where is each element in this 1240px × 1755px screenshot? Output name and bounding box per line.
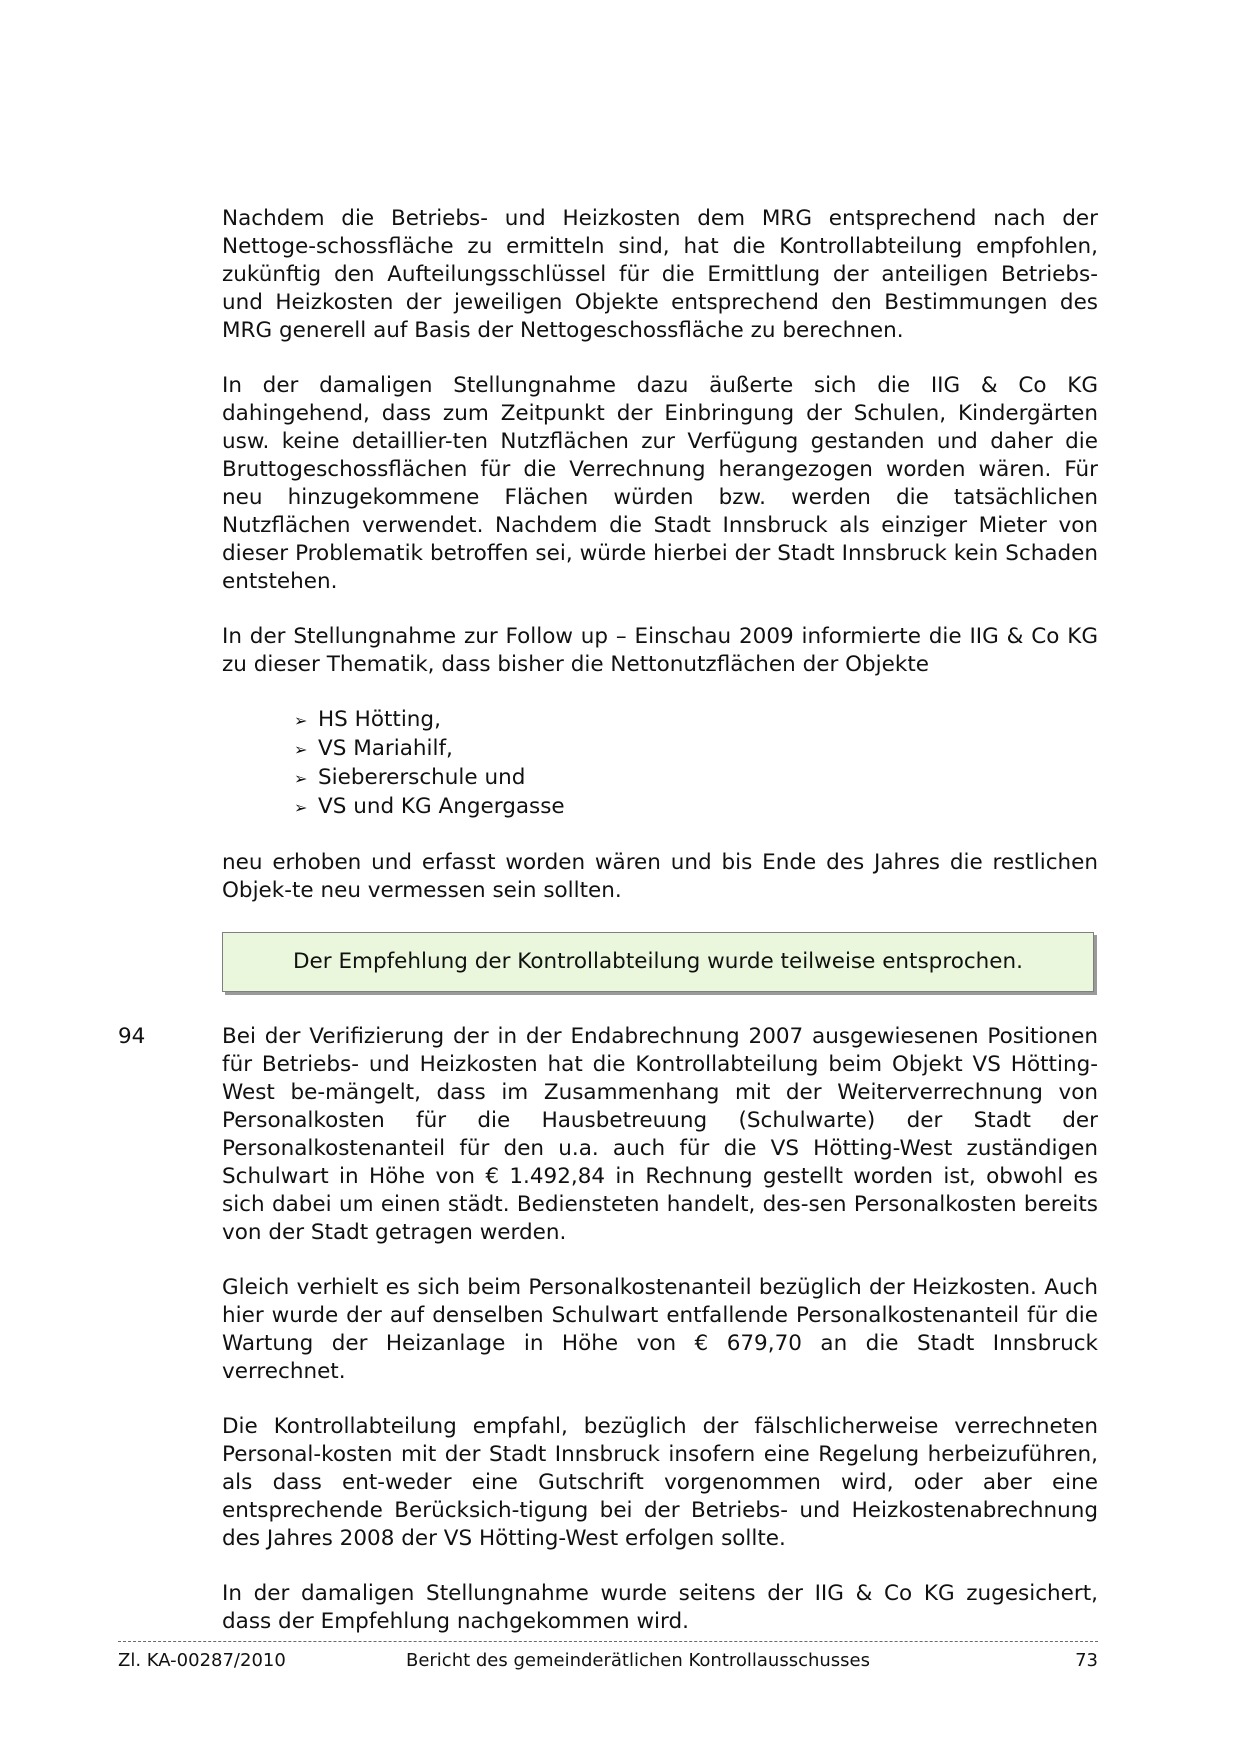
list-item: ➢ VS Mariahilf, [294, 735, 1098, 764]
paragraph-after-list: neu erhoben und erfasst worden wären und bis Ende des Jahres die restlichen Objek-te neu vermessen sein sollten. [222, 850, 1098, 903]
arrow-bullet-icon: ➢ [294, 740, 308, 759]
section-body [222, 1023, 1098, 1663]
arrow-bullet-icon: ➢ [294, 711, 308, 730]
page-number: 73 [1075, 1650, 1098, 1671]
arrow-bullet-icon: ➢ [294, 798, 308, 817]
list-item: ➢ Siebererschule und [294, 764, 1098, 793]
footer-title: Bericht des gemeinderätlichen Kontrollausschusses [405, 1650, 871, 1671]
arrow-bullet-icon: ➢ [294, 769, 308, 788]
list-item: ➢ VS und KG Angergasse [294, 793, 1098, 822]
object-list [222, 706, 1098, 822]
section-number: 94 [118, 1024, 146, 1049]
section-paragraph-3: Die Kontrollabteilung empfahl, bezüglich der fälschlicherweise verrechneten Personal-kosten mit der Stadt Innsbruck insofern eine Regelung herbeizuführen, als dass ent-weder eine Gutschrift vorgenommen wird, oder aber eine entsprechende Berücksich-tigung bei der Betriebs- und Heizkostenabrechnung des Jahres 2008 der VS Hötting-West erfolgen sollte. [222, 1414, 1098, 1551]
section-paragraph-4: In der damaligen Stellungnahme wurde seitens der IIG & Co KG zugesichert, dass der Empfehlung nachgekommen wird. [222, 1581, 1098, 1634]
section-paragraph-2: Gleich verhielt es sich beim Personalkostenanteil bezüglich der Heizkosten. Auch hier wurde der auf denselben Schulwart entfallende Personalkostenanteil für die Wartung der Heizanlage in Höhe von € 679,70 an die Stadt Innsbruck verrechnet. [222, 1275, 1098, 1384]
footer-reference: Zl. KA-00287/2010 [118, 1650, 286, 1671]
list-item: ➢ HS Hötting, [294, 706, 1098, 735]
upper-content [222, 205, 1098, 992]
footer [118, 1649, 1098, 1673]
paragraph-2: In der damaligen Stellungnahme dazu äußerte sich die IIG & Co KG dahingehend, dass zum Zeitpunkt der Einbringung der Schulen, Kindergärten usw. keine detaillier-ten Nutzflächen zur Verfügung gestanden und daher die Bruttogeschossflächen für die Verrechnung herangezogen worden wären. Für neu hinzugekommene Flächen würden bzw. werden die tatsächlichen Nutzflächen verwendet. Nachdem die Stadt Innsbruck als einziger Mieter von dieser Problematik betroffen sei, würde hierbei der Stadt Innsbruck kein Schaden entstehen. [222, 373, 1098, 594]
paragraph-3: In der Stellungnahme zur Follow up – Einschau 2009 informierte die IIG & Co KG zu dieser Thematik, dass bisher die Nettonutzflächen der Objekte [222, 624, 1098, 677]
paragraph-1: Nachdem die Betriebs- und Heizkosten dem MRG entsprechend nach der Nettoge-schossfläche zu ermitteln sind, hat die Kontrollabteilung empfohlen, zukünftig den Aufteilungsschlüssel für die Ermittlung der anteiligen Betriebs- und Heizkosten der jeweiligen Objekte entsprechend den Bestimmungen des MRG generell auf Basis der Nettogeschossfläche zu berechnen. [222, 206, 1098, 343]
result-box-text: Der Empfehlung der Kontrollabteilung wurde teilweise entsprochen. [292, 949, 1023, 974]
footer-divider [118, 1641, 1098, 1642]
section-paragraph-1: Bei der Verifizierung der in der Endabrechnung 2007 ausgewiesenen Positionen für Betriebs- und Heizkosten hat die Kontrollabteilung beim Objekt VS Hötting-West be-mängelt, dass im Zusammenhang mit der Weiterverrechnung von Personalkosten für die Hausbetreuung (Schulwarte) der Stadt der Personalkostenanteil für den u.a. auch für die VS Hötting-West zuständigen Schulwart in Höhe von € 1.492,84 in Rechnung gestellt worden ist, obwohl es sich dabei um einen städt. Bediensteten handelt, des-sen Personalkosten bereits von der Stadt getragen werden. [222, 1024, 1098, 1245]
result-box [222, 932, 1094, 992]
